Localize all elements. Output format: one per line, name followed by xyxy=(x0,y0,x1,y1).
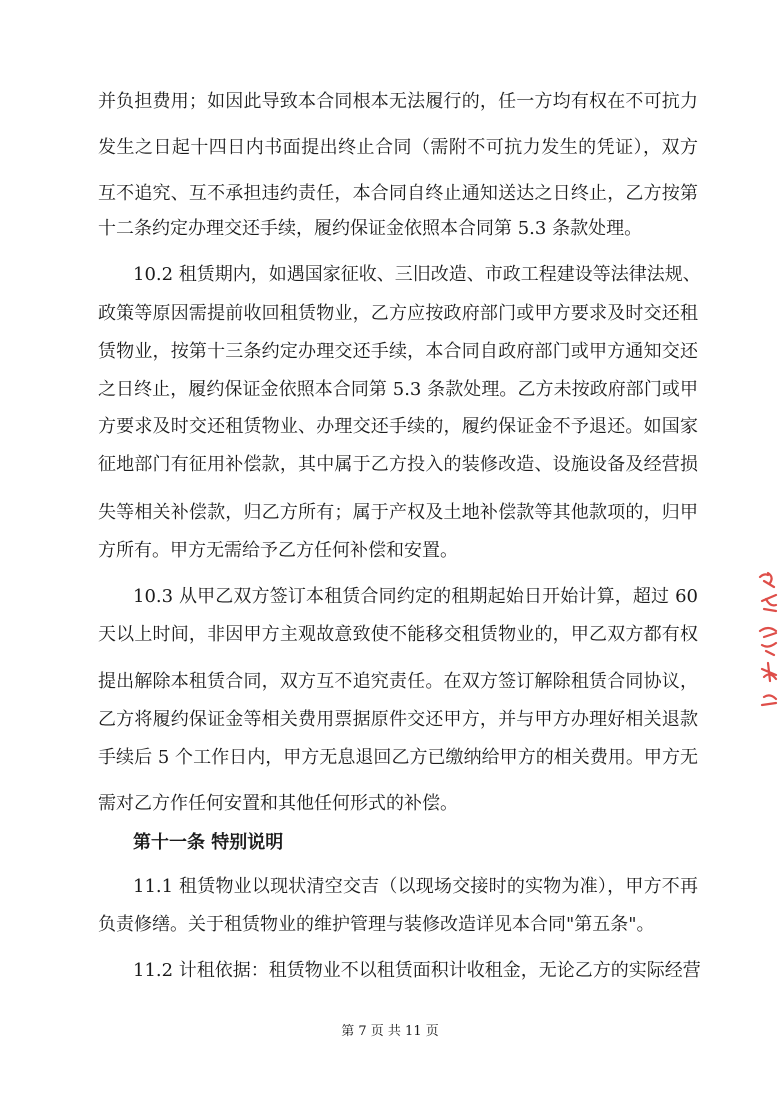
text-line: 失等相关补偿款，归乙方所有；属于产权及土地补偿款等其他款项的，归甲 xyxy=(98,502,698,523)
text-line: 发生之日起十四日内书面提出终止合同（需附不可抗力发生的凭证），双方 xyxy=(98,137,698,158)
text-line: 10.3 从甲乙双方签订本租赁合同约定的租期起始日开始计算，超过 60 xyxy=(133,586,698,607)
text-line: 之日终止，履约保证金依照本合同第 5.3 条款处理。乙方未按政府部门或甲 xyxy=(98,379,698,400)
text-line: 方所有。甲方无需给予乙方任何补偿和安置。 xyxy=(98,540,458,561)
text-line: 10.2 租赁期内，如遇国家征收、三旧改造、市政工程建设等法律法规、 xyxy=(133,264,701,285)
text-line: 乙方将履约保证金等相关费用票据原件交还甲方，并与甲方办理好相关退款 xyxy=(98,709,698,730)
text-line: 政策等原因需提前收回租赁物业，乙方应按政府部门或甲方要求及时交还租 xyxy=(98,303,698,324)
text-line: 十二条约定办理交还手续，履约保证金依照本合同第 5.3 条款处理。 xyxy=(98,218,643,239)
text-line: 11.2 计租依据：租赁物业不以租赁面积计收租金，无论乙方的实际经营 xyxy=(133,960,701,981)
text-line: 提出解除本租赁合同，双方互不追究责任。在双方签订解除租赁合同协议， xyxy=(98,671,698,692)
text-line: 负责修缮。关于租赁物业的维护管理与装修改造详见本合同"第五条"。 xyxy=(98,914,655,935)
text-line: 需对乙方作任何安置和其他任何形式的补偿。 xyxy=(98,793,458,814)
text-line: 天以上时间，非因甲方主观故意致使不能移交租赁物业的，甲乙双方都有权 xyxy=(98,624,698,645)
text-line: 手续后 5 个工作日内，甲方无息退回乙方已缴纳给甲方的相关费用。甲方无 xyxy=(98,747,698,768)
text-line: 赁物业，按第十三条约定办理交还手续，本合同自政府部门或甲方通知交还 xyxy=(98,341,698,362)
page-number: 第 7 页 共 11 页 xyxy=(341,1024,439,1039)
text-line: 方要求及时交还租赁物业、办理交还手续的，履约保证金不予退还。如国家 xyxy=(98,416,698,437)
text-line: 11.1 租赁物业以现状清空交吉（以现场交接时的实物为准），甲方不再 xyxy=(133,876,698,897)
text-line: 并负担费用；如因此导致本合同根本无法履行的，任一方均有权在不可抗力 xyxy=(98,91,698,112)
text-line: 互不追究、互不承担违约责任，本合同自终止通知送达之日终止，乙方按第 xyxy=(98,183,698,204)
section-heading: 第十一条 特别说明 xyxy=(133,832,284,853)
red-seal-stamp-icon xyxy=(754,565,780,715)
text-line: 征地部门有征用补偿款，其中属于乙方投入的装修改造、设施设备及经营损 xyxy=(98,454,698,475)
